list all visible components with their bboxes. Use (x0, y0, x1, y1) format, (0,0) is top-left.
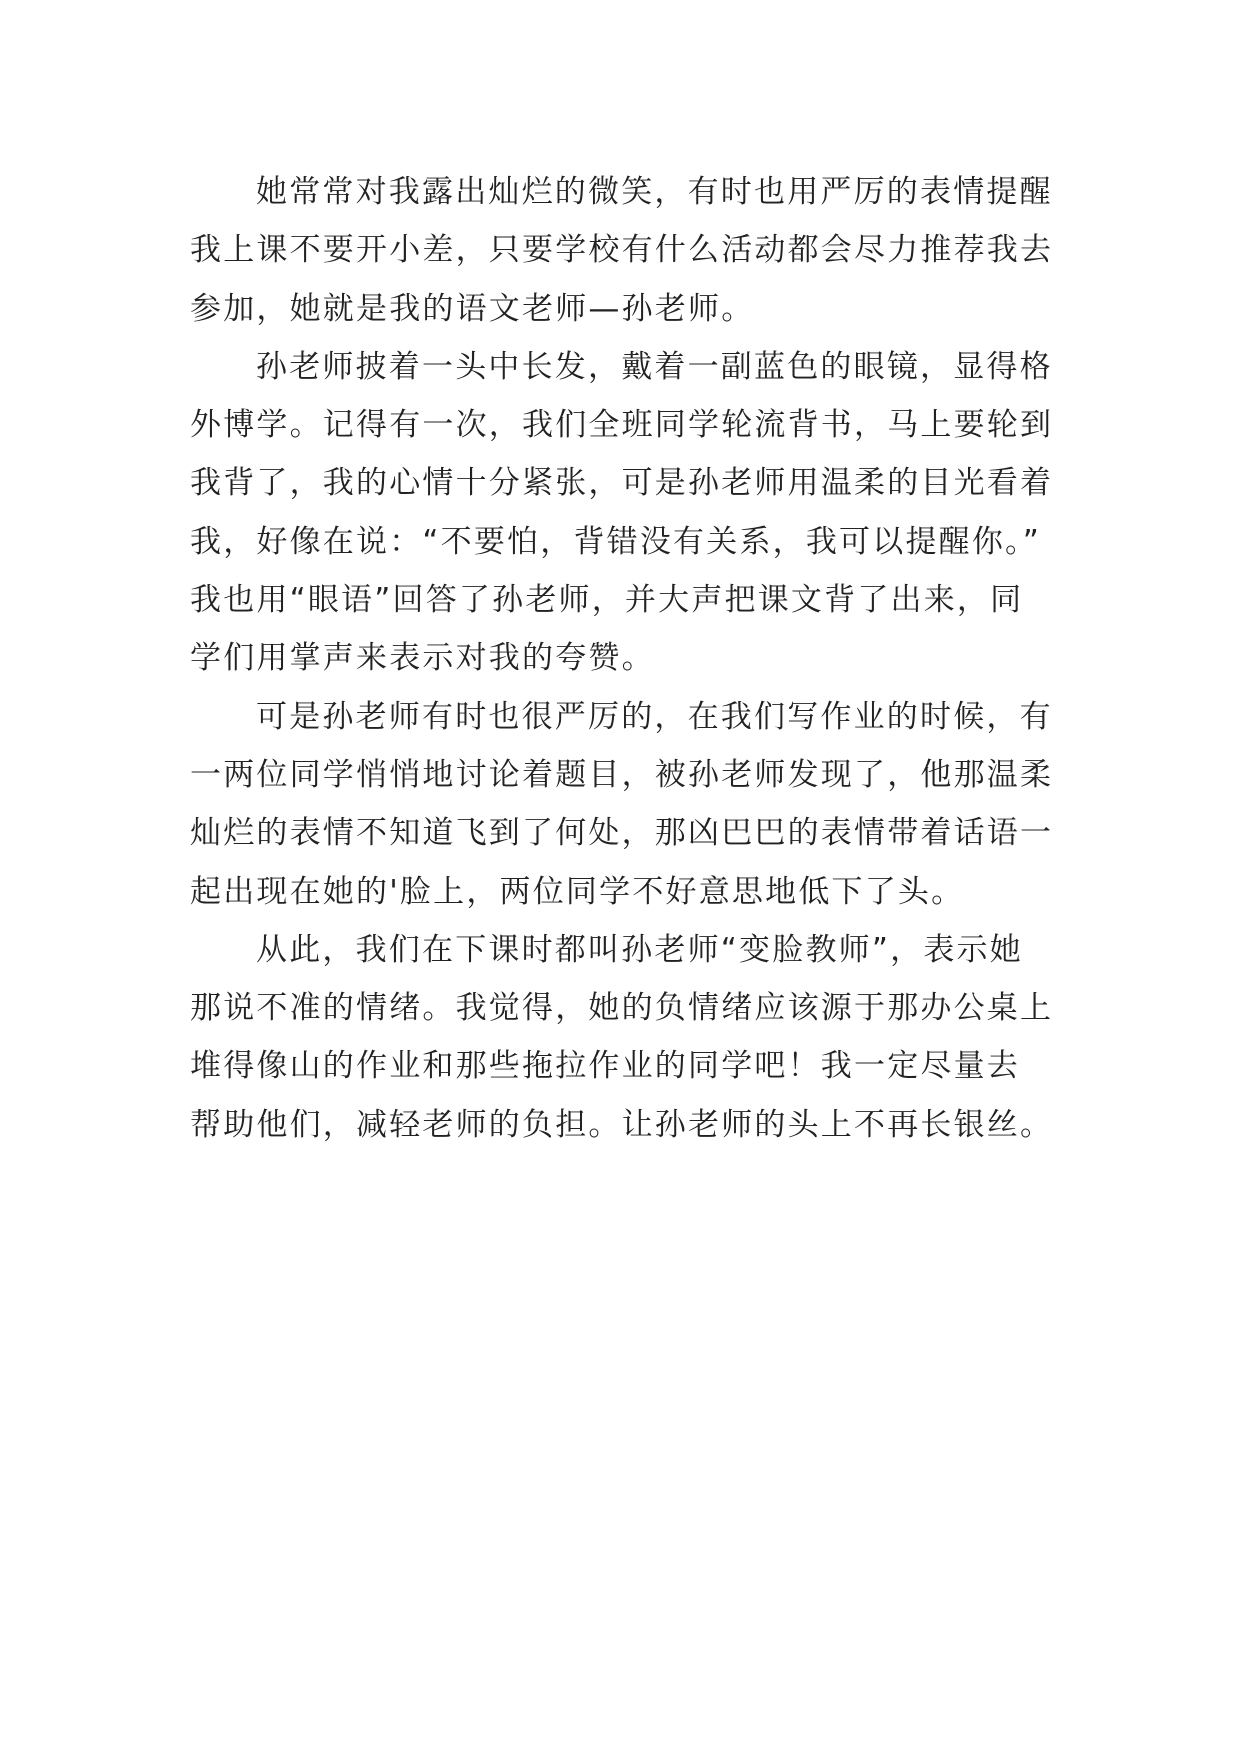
text-line: 参加，她就是我的语文老师—孙老师。 (190, 290, 755, 327)
text-line: 我上课不要开小差，只要学校有什么活动都会尽力推荐我去 (190, 232, 1054, 269)
text-line: 学们用掌声来表示对我的夸赞。 (190, 640, 655, 677)
text-line: 我背了，我的心情十分紧张，可是孙老师用温柔的目光看着 (190, 465, 1054, 502)
text-line: 我，好像在说：“不要怕，背错没有关系，我可以提醒你。” (190, 523, 1042, 560)
text-line: 从此，我们在下课时都叫孙老师“变脸教师”，表示她 (256, 931, 1023, 968)
text-line: 可是孙老师有时也很严厉的，在我们写作业的时候，有 (256, 698, 1053, 735)
text-line: 堆得像山的作业和那些拖拉作业的同学吧！我一定尽量去 (190, 1048, 1020, 1085)
text-line: 外博学。记得有一次，我们全班同学轮流背书，马上要轮到 (190, 407, 1054, 444)
text-line: 灿烂的表情不知道飞到了何处，那凶巴巴的表情带着话语一 (190, 815, 1054, 852)
text-line: 一两位同学悄悄地讨论着题目，被孙老师发现了，他那温柔 (190, 756, 1054, 793)
paragraph-2 (190, 338, 1070, 688)
text-line: 我也用“眼语”回答了孙老师，并大声把课文背了出来，同 (190, 582, 1024, 619)
text-line: 那说不准的情绪。我觉得，她的负情绪应该源于那办公桌上 (190, 990, 1054, 1027)
text-line: 帮助他们，减轻老师的负担。让孙老师的头上不再长银丝。 (190, 1106, 1054, 1143)
paragraph-1 (190, 163, 1070, 338)
text-line: 起出现在她的'脸上，两位同学不好意思地低下了头。 (190, 873, 965, 910)
text-line: 孙老师披着一头中长发，戴着一副蓝色的眼镜，显得格 (256, 348, 1053, 385)
paragraph-4 (190, 921, 1070, 1154)
text-line: 她常常对我露出灿烂的微笑，有时也用严厉的表情提醒 (256, 174, 1053, 210)
paragraph-3 (190, 688, 1070, 921)
document-body (190, 163, 1070, 1154)
